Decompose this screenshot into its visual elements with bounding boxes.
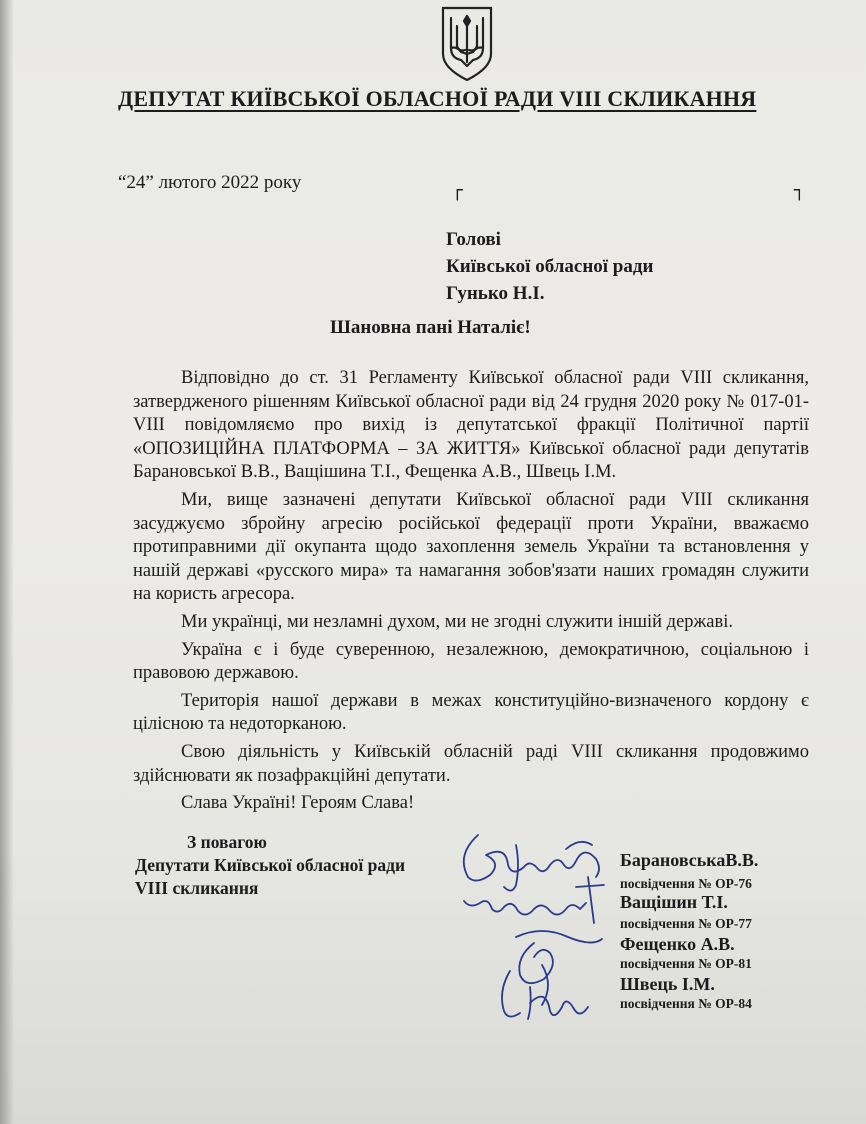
page-shadow: [0, 0, 14, 1124]
closing-signers: Депутати Київської обласної ради: [135, 855, 406, 875]
paragraph-sovereignty: Україна є і буде суверенною, незалежною, демократичною, соціальною і правовою державою.: [133, 639, 809, 684]
corner-mark-right: ┐: [794, 180, 805, 201]
addressee-name: Гунько Н.І.: [446, 283, 545, 304]
deputy-name-baranovska: БарановськаВ.В.: [620, 850, 759, 870]
closing-regards: З повагою: [187, 832, 267, 852]
addressee-organization: Київської обласної ради: [446, 256, 654, 277]
letter-date: “24” лютого 2022 року: [118, 172, 302, 193]
deputy-name-feshchenko: Фещенко А.В.: [620, 934, 735, 954]
closing-block: [135, 831, 405, 900]
ukraine-trident-coat-of-arms-icon: [437, 2, 497, 82]
paragraph-regulation: Відповідно до ст. 31 Регламенту Київської обласної ради VIII скликання, затвердженого рішенням Київської обласної ради від 24 грудня 2020 року № 017-01-VIII повідомляємо про вихід із депутатської фракції Політичної партії «ОПОЗИЦІЙНА ПЛАТФОРМА – ЗА ЖИТТЯ» Київської обласної ради депутатів Барановської В.В., Ващішина Т.І., Фещенка А.В., Швець І.М.: [133, 368, 809, 483]
deputy-name-vashchishyn: Ващішин Т.І.: [620, 892, 728, 912]
deputy-certificate-baranovska: посвідчення № ОР-76: [620, 876, 752, 891]
letterhead-title: ДЕПУТАТ КИЇВСЬКОЇ ОБЛАСНОЇ РАДИ VIII СКЛИКАННЯ: [118, 86, 757, 111]
deputy-certificate-shvets: посвідчення № ОР-84: [620, 996, 752, 1011]
addressee-position: Голові: [446, 229, 501, 250]
deputy-certificate-feshchenko: посвідчення № ОР-81: [620, 956, 752, 971]
paragraph-ukrainians: Ми українці, ми незламні духом, ми не згодні служити іншій державі.: [181, 611, 734, 632]
paragraph-condemnation: Ми, вище зазначені депутати Київської обласної ради VIII скликання засуджуємо збройну агресію російської федерації проти України, вважаємо протиправними дії окупанта щодо захоплення земель України та встановлення у нашій державі «русского мира» та намагання зобов'язати наших громадян служити на користь агресора.: [133, 489, 809, 605]
corner-mark-left: ┌: [452, 180, 463, 201]
closing-convocation: VIII скликання: [135, 878, 259, 898]
addressee-block: [446, 226, 653, 307]
deputy-certificate-vashchishyn: посвідчення № ОР-77: [620, 916, 752, 931]
letter-body: [133, 367, 809, 816]
paragraph-territory: Територія нашої держави в межах конституційно-визначеного кордону є цілісною та недоторканою.: [133, 690, 809, 735]
paragraph-glory: Слава Україні! Героям Слава!: [181, 793, 415, 814]
handwritten-signatures: [446, 815, 646, 1030]
salutation: Шановна пані Наталіє!: [330, 317, 531, 338]
paragraph-activity: Свою діяльність у Київській обласній раді VIII скликання продовжимо здійснювати як позафракційні депутати.: [133, 741, 809, 786]
deputy-name-shvets: Швець І.М.: [620, 974, 715, 994]
